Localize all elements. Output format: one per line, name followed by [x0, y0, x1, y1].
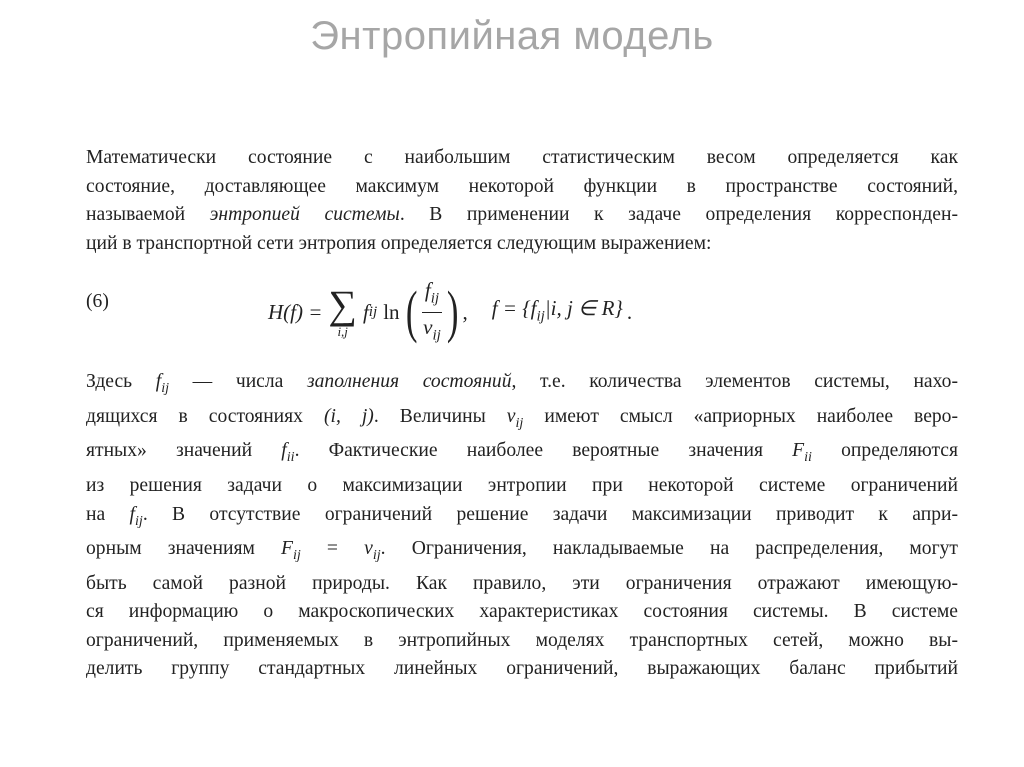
set-definition: $f = \{f_{ij}|i$, j ∈ R} — [491, 295, 623, 325]
emphasis-term: энтропией системы — [209, 204, 400, 226]
text-line: Математически состояние с наибольшим статистическим весом определяется как — [86, 147, 958, 168]
fraction: $\frac{f_{ij}}{\nu_{ij}}$ — [423, 277, 441, 344]
text-line: орным значениям $F_{ij} = \nu_{ij}$. Ограничения, накладываемые на распределения, могут — [86, 538, 958, 564]
text-line: быть самой разной природы. Как правило, эти ограничения отражают имеющую- — [86, 572, 958, 594]
equation-formula: H(f) = ∑ i,j f ij ln ( $\frac{f_{ij}}{\nu_{ij}}$ ) , $f = \{f_{ij}|i$, j ∈ R} . — [268, 268, 632, 356]
text-line: на $f_{ij}$. В отсутствие ограничений решение задачи максимизации приводит к апри- — [86, 503, 958, 529]
text-line: состояние, доставляющее максимум некоторой функции в пространстве состояний, — [86, 175, 958, 197]
equation-number: (6) — [86, 291, 109, 313]
text-line: ся информацию о макроскопических характеристиках состояния системы. В системе — [86, 601, 958, 623]
text-line: ограничений, применяемых в энтропийных моделях транспортных сетей, можно вы- — [86, 629, 958, 651]
explanation-paragraph — [86, 368, 958, 684]
entropy-equation — [86, 268, 958, 356]
emphasis-term: заполнения состояний — [306, 371, 512, 393]
intro-paragraph — [86, 144, 958, 258]
text-line: дящихся в состояниях (i, j). Величины $\nu_{ij}$ имеют смысл «априорных наиболее веро- — [86, 405, 959, 431]
equation-lhs: H(f) = — [268, 300, 323, 325]
summation-symbol: ∑ i,j — [328, 282, 357, 340]
text-line: ятных» значений $f_{ii}$. Фактические наиболее вероятные значения $F_{ii}$ определяются — [86, 440, 959, 466]
text-line: называемой энтропией системы. В применении к задаче определения корреспонден- — [86, 204, 958, 226]
text-line: Здесь $f_{ij}$ — числа заполнения состояний, т.е. количества элементов системы, нахо- — [86, 371, 958, 397]
text-line: делить группу стандартных линейных ограничений, выражающих баланс прибытий — [86, 658, 958, 680]
document-body — [86, 144, 958, 684]
slide-title: Энтропийная модель — [310, 14, 714, 58]
text-line: ций в транспортной сети энтропия определяется следующим выражением: — [86, 232, 712, 254]
text-line: из решения задачи о максимизации энтропии при некоторой системе ограничений — [86, 474, 958, 496]
